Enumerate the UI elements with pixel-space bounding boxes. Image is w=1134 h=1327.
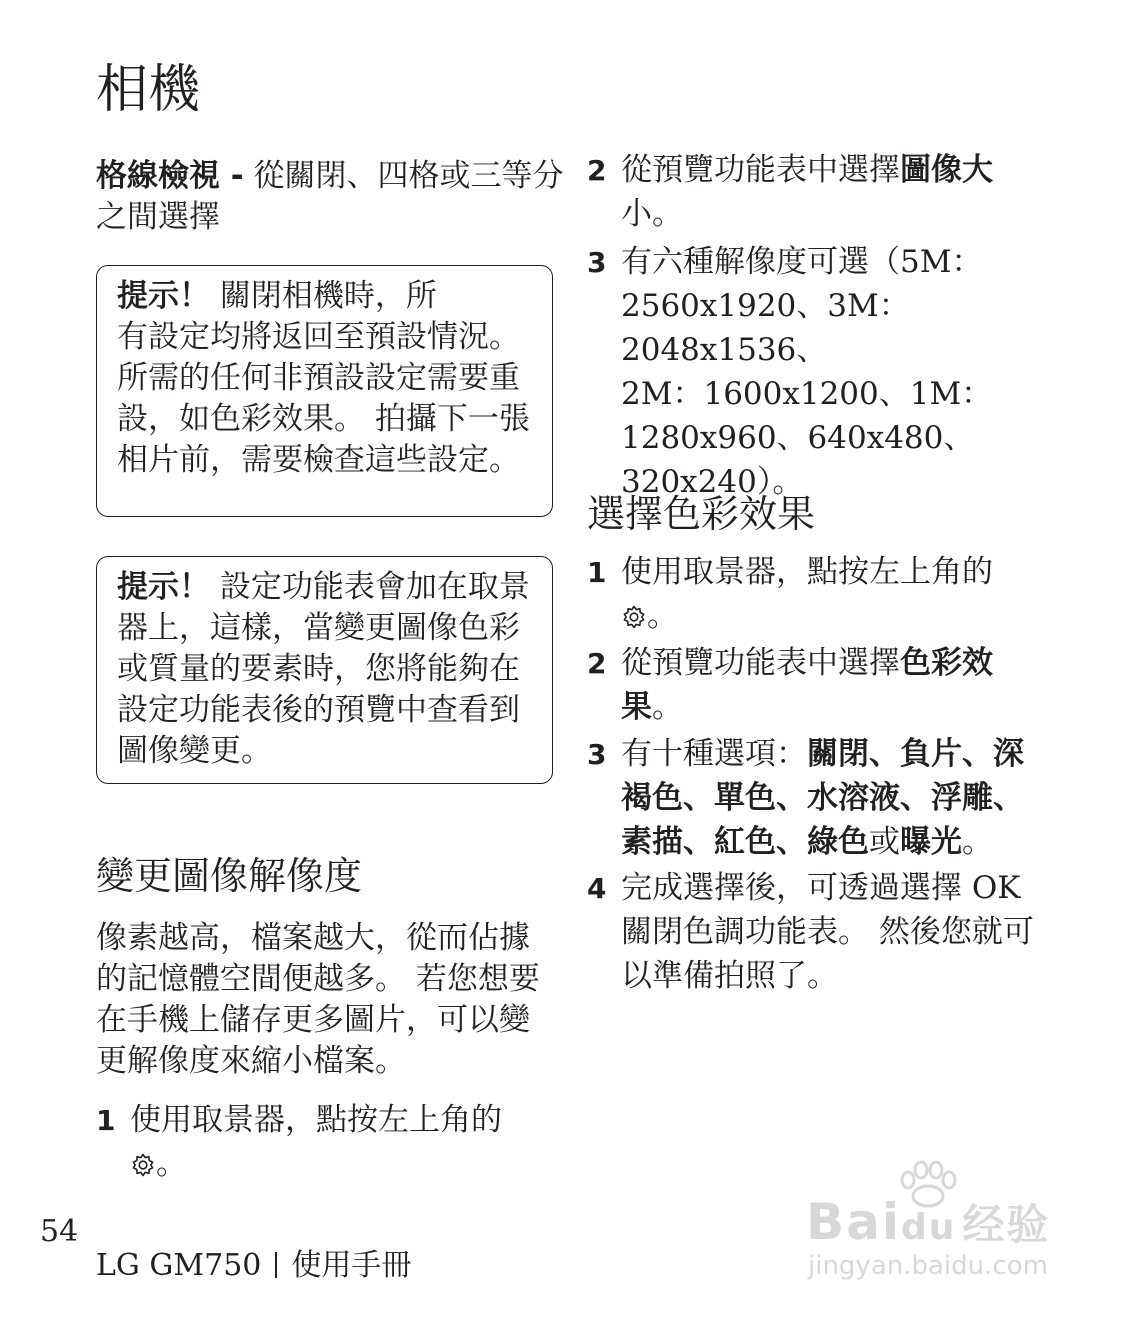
step-text: 。 <box>652 689 683 725</box>
step-bold-text: 關閉、負片、深 <box>807 736 1024 772</box>
step-text-suffix: 。 <box>647 598 678 634</box>
page-footer <box>96 1246 411 1286</box>
step-number: 3 <box>587 246 607 279</box>
settings-gear-icon <box>621 598 647 624</box>
step-number: 2 <box>587 647 607 680</box>
footer-separator <box>275 1252 277 1278</box>
baidu-jingyan-watermark <box>800 1158 1090 1288</box>
tip1-line: 有設定均將返回至預設情況。 <box>117 319 520 355</box>
step-bold-text: 素描、紅色、綠色 <box>621 824 869 860</box>
tip2-line: 設定功能表會加在取景 <box>210 569 530 605</box>
step-text: 從預覽功能表中選擇 <box>621 152 900 188</box>
gridview-term: 格線檢視 - <box>96 158 244 194</box>
step-bold-text: 曝光 <box>900 824 962 860</box>
resolution-heading: 變更圖像解像度 <box>96 854 363 898</box>
step-text: 有六種解像度可選（5M： <box>621 244 983 280</box>
step-text: 完成選擇後，可透過選擇 OK <box>621 870 1021 906</box>
settings-gear-icon <box>130 1146 156 1172</box>
step-text: 2560x1920、3M：2048x1536、 <box>621 288 910 368</box>
watermark-cn: 经验 <box>962 1200 1051 1249</box>
gridview-line2: 之間選擇 <box>96 199 220 235</box>
step-text: 關閉色調功能表。 然後您就可 <box>621 914 1034 950</box>
tip2-line: 設定功能表後的預覽中查看到 <box>117 692 520 728</box>
step-text: 小。 <box>621 196 683 232</box>
step-number: 1 <box>587 556 607 589</box>
footer-model: LG GM750 <box>96 1248 262 1283</box>
tip1-line: 所需的任何非預設設定需要重 <box>117 360 520 396</box>
step-text: 或 <box>869 824 900 860</box>
step-text: 2M：1600x1200、1M： <box>621 376 993 412</box>
step-text: 。 <box>962 824 993 860</box>
watermark-brand: Bai <box>806 1193 901 1251</box>
resolution-line: 的記憶體空間便越多。 若您想要 <box>96 961 540 997</box>
step-number: 4 <box>587 872 607 905</box>
step-text: 320x240）。 <box>621 464 804 500</box>
tip1-label: 提示！ <box>117 278 210 314</box>
resolution-line: 像素越高，檔案越大，從而佔據 <box>96 920 530 956</box>
resolution-line: 更解像度來縮小檔案。 <box>96 1043 406 1079</box>
step-text: 使用取景器，點按左上角的 <box>621 554 993 590</box>
tip2-label: 提示！ <box>117 569 210 605</box>
resolution-line: 在手機上儲存更多圖片，可以變 <box>96 1002 530 1038</box>
color-effect-heading: 選擇色彩效果 <box>587 492 816 536</box>
step-number: 2 <box>587 154 607 187</box>
step-number: 3 <box>587 738 607 771</box>
step-text: 有十種選項： <box>621 736 807 772</box>
step-text: 從預覽功能表中選擇 <box>621 645 900 681</box>
tip-box-1 <box>96 265 553 517</box>
step-text: 1280x960、640x480、 <box>621 420 975 456</box>
tip2-line: 器上，這樣，當變更圖像色彩 <box>117 610 520 646</box>
gridview-line1: 從關閉、四格或三等分 <box>243 158 564 194</box>
resolution-paragraph <box>96 918 566 1082</box>
step-bold-text: 色彩效 <box>900 645 993 681</box>
page-title: 相機 <box>96 60 201 120</box>
step-number: 1 <box>96 1104 116 1137</box>
watermark-url: jingyan.baidu.com <box>808 1251 1048 1281</box>
watermark-brand2: du <box>901 1207 957 1248</box>
tip1-line: 設，如色彩效果。 拍攝下一張 <box>117 401 530 437</box>
tip1-line: 關閉相機時，所 <box>210 278 437 314</box>
tip2-line: 圖像變更。 <box>117 733 272 769</box>
step-bold-text: 圖像大 <box>900 152 993 188</box>
page-number: 54 <box>40 1214 79 1249</box>
footer-manual: 使用手冊 <box>291 1248 412 1283</box>
step-bold-text: 果 <box>621 689 652 725</box>
tip1-line: 相片前，需要檢查這些設定。 <box>117 442 520 478</box>
tip-box-2 <box>96 556 553 784</box>
step-text: 以準備拍照了。 <box>621 958 838 994</box>
step-text-suffix: 。 <box>156 1146 187 1182</box>
step-bold-text: 褐色、單色、水溶液、浮雕、 <box>621 780 1024 816</box>
gridview-description <box>96 156 566 238</box>
tip2-line: 或質量的要素時，您將能夠在 <box>117 651 520 687</box>
step-text: 使用取景器，點按左上角的 <box>130 1102 502 1138</box>
